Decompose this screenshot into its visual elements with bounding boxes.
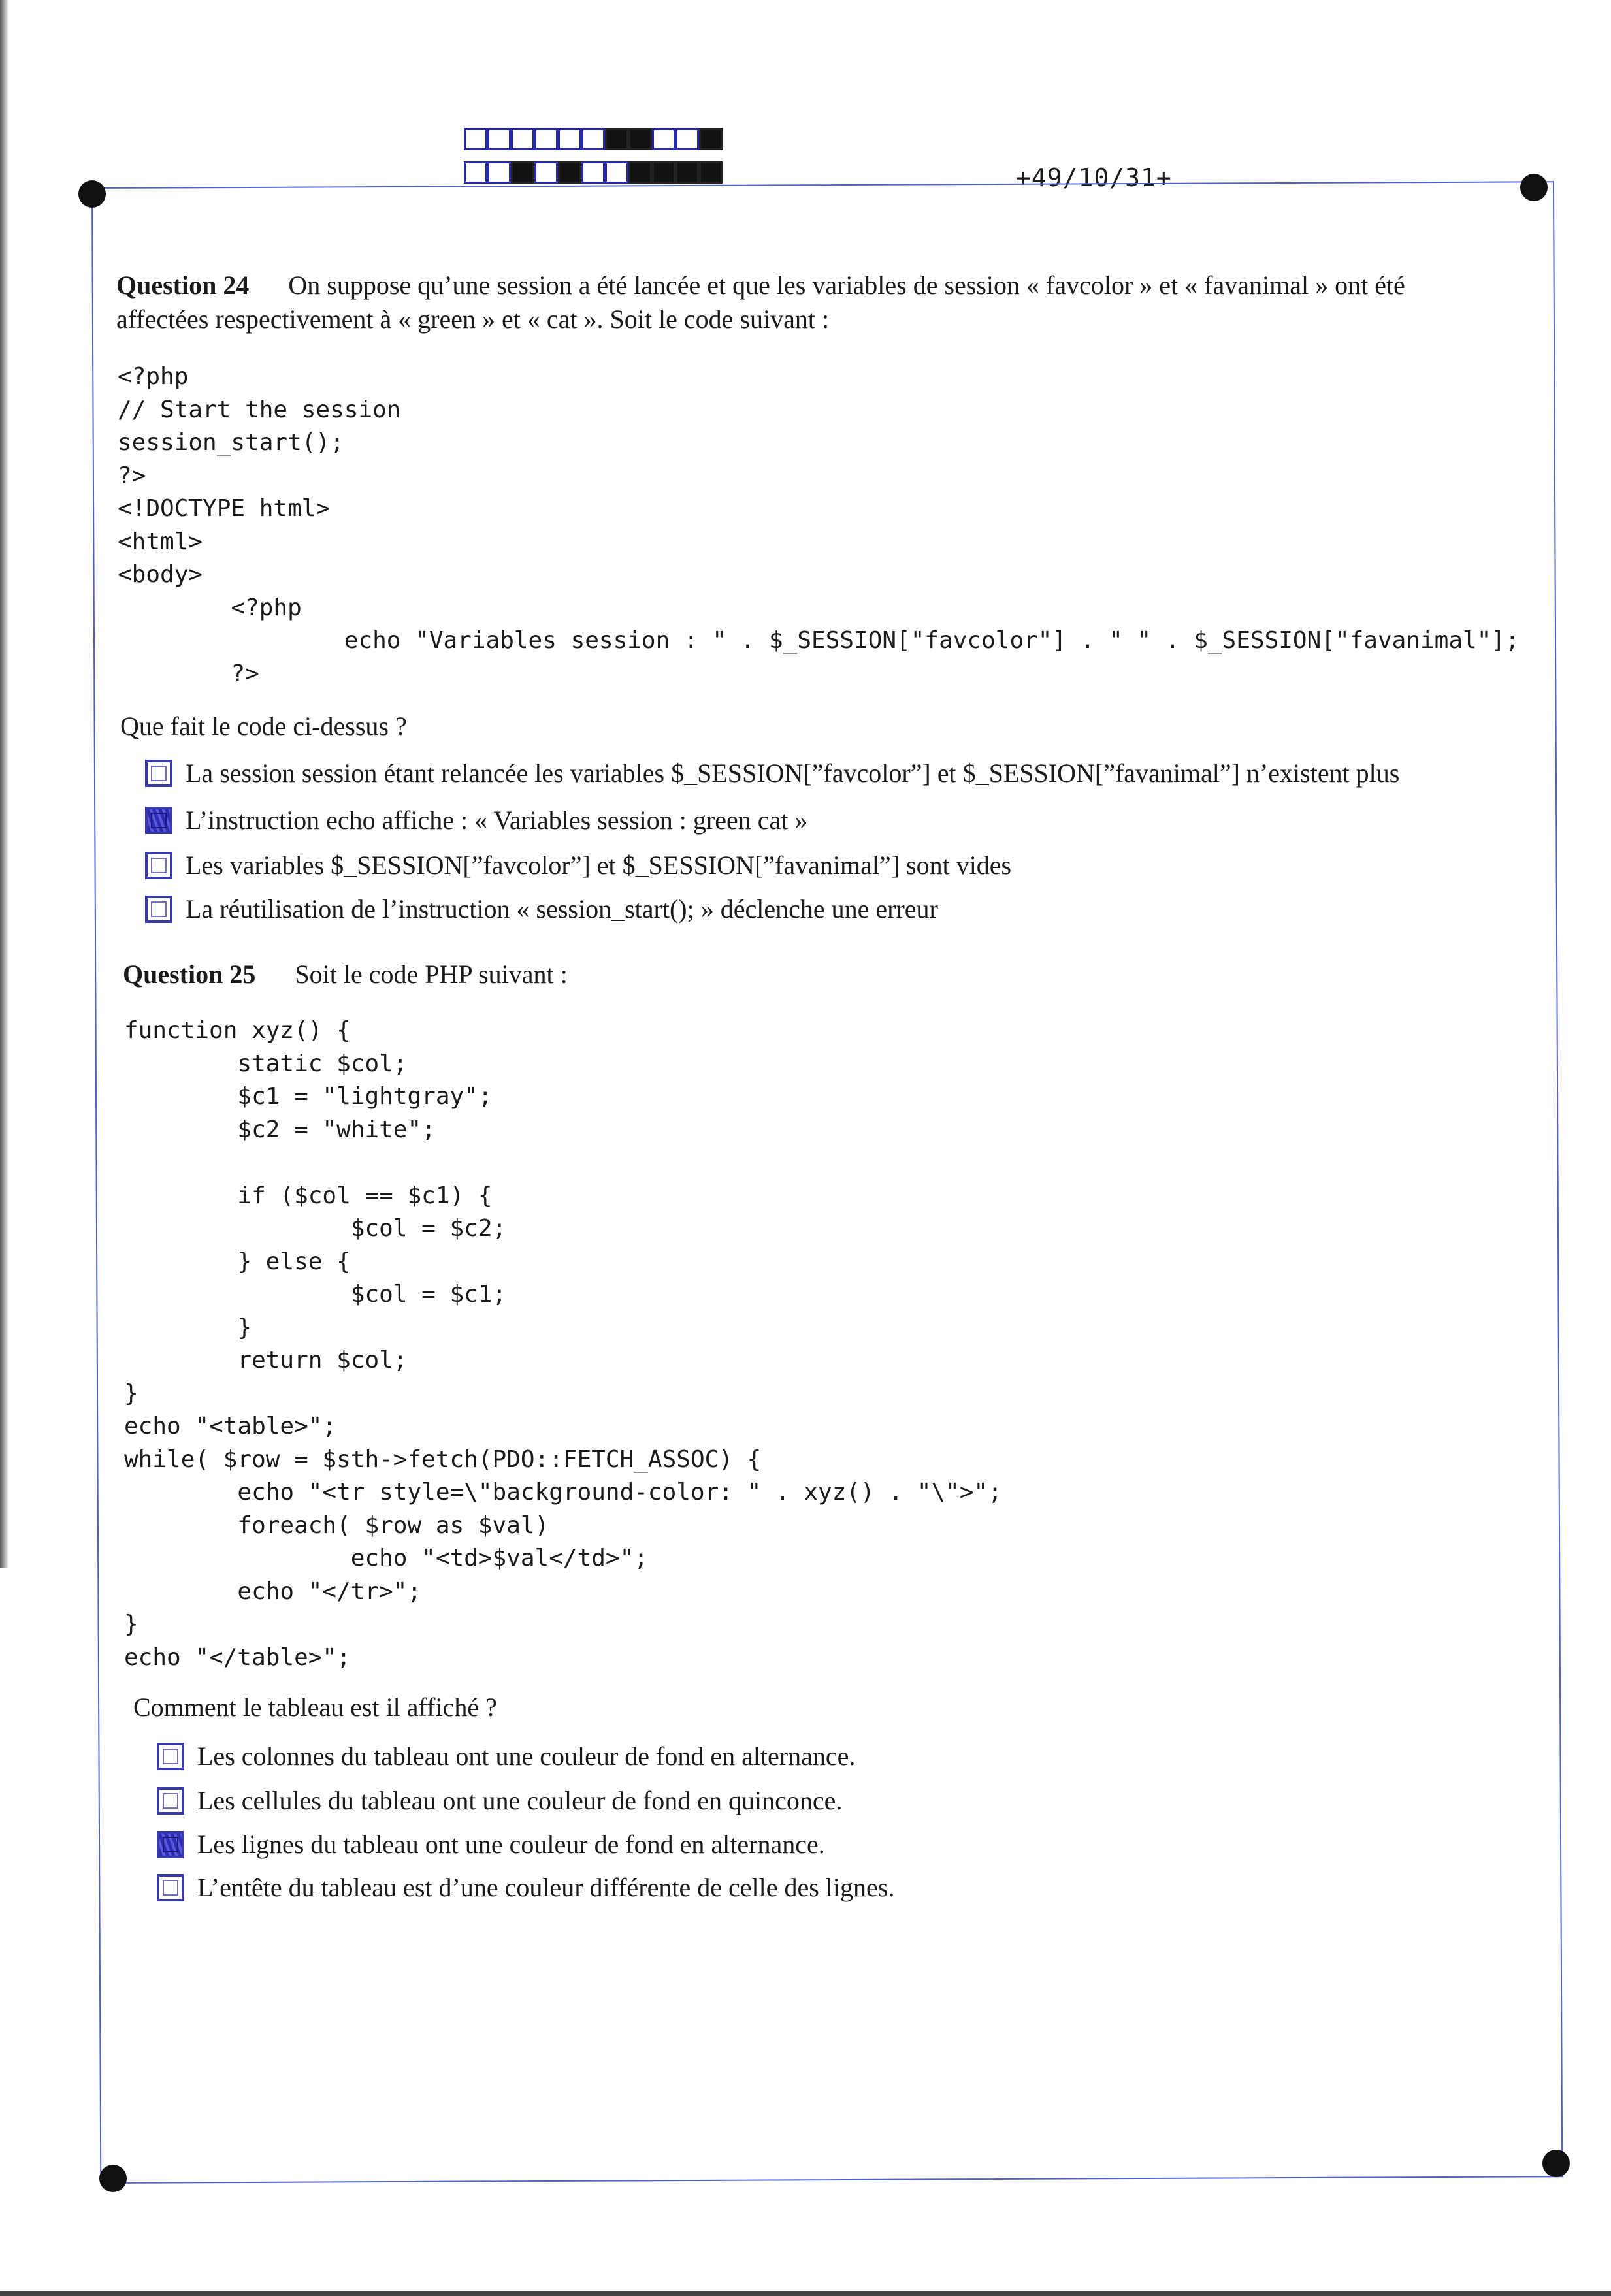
page-id: +49/10/31+	[1016, 163, 1172, 192]
checkbox[interactable]	[157, 1831, 184, 1858]
q25-choice-3[interactable]	[157, 1872, 894, 1903]
scan-shadow-bottom	[0, 2291, 1611, 2296]
choice-label: L’entête du tableau est d’une couleur différente de celle des lignes.	[197, 1873, 895, 1902]
id-grid-cell	[487, 128, 511, 150]
id-grid-cell	[628, 128, 652, 150]
id-grid-cell	[581, 161, 605, 184]
id-grid-cell	[558, 128, 581, 150]
scan-shadow-left	[0, 0, 9, 1568]
checkbox[interactable]	[145, 760, 172, 787]
q24-text-1: On suppose qu’une session a été lancée et que les variables de session « favcolor » et « favanimal » ont été	[288, 270, 1405, 300]
q25-prompt: Comment le tableau est il affiché ?	[133, 1692, 497, 1722]
choice-label: La session session étant relancée les variables $_SESSION[”favcolor”] et $_SESSION[”favanimal”] n’existent plus	[186, 758, 1400, 788]
q24-label: Question 24	[116, 270, 250, 300]
choice-label: Les cellules du tableau ont une couleur de fond en quinconce.	[197, 1786, 843, 1815]
id-grid-cell	[699, 161, 723, 184]
id-grid-cell	[699, 128, 723, 150]
id-grid-cell	[652, 128, 675, 150]
id-grid-cell	[558, 161, 581, 184]
choice-label: Les lignes du tableau ont une couleur de fond en alternance.	[197, 1830, 825, 1859]
id-grid-cell	[605, 128, 628, 150]
q24-choice-1[interactable]	[145, 805, 807, 835]
checkbox[interactable]	[145, 807, 172, 834]
q25-label: Question 25	[123, 960, 256, 989]
checkbox[interactable]	[157, 1874, 184, 1901]
checkbox[interactable]	[157, 1743, 184, 1770]
q24-choice-2[interactable]	[145, 850, 1011, 881]
id-grid-cell	[487, 161, 511, 184]
q25-text: Soit le code PHP suivant :	[295, 960, 568, 989]
id-grid-cell	[464, 128, 487, 150]
checkbox[interactable]	[145, 852, 172, 879]
q24-code-block: <?php // Start the session session_start(); ?> <!DOCTYPE html> <html> <body> <?php echo "Variables session : " . $_SESSION["favcolor"] . " " . $_SESSION["favanimal"]; ?>	[118, 363, 1520, 687]
choice-label: Les variables $_SESSION[”favcolor”] et $_SESSION[”favanimal”] sont vides	[186, 850, 1012, 880]
q25-choice-2[interactable]	[157, 1829, 825, 1860]
q25-statement	[123, 957, 568, 992]
choice-label: Les colonnes du tableau ont une couleur de fond en alternance.	[197, 1741, 856, 1771]
id-grid-row-2	[464, 161, 723, 184]
id-grid-cell	[534, 161, 558, 184]
id-grid-cell	[581, 128, 605, 150]
q24-choice-0[interactable]	[145, 758, 1399, 788]
q24-choice-3[interactable]	[145, 894, 938, 924]
corner-mark-bottom-left	[99, 2165, 127, 2192]
id-grid-cell	[675, 161, 699, 184]
id-grid-cell	[652, 161, 675, 184]
q24-statement-line-2: affectées respectivement à « green » et « cat ». Soit le code suivant :	[116, 304, 830, 334]
id-grid-cell	[464, 161, 487, 184]
q25-code-block: function xyz() { static $col; $c1 = "lightgray"; $c2 = "white"; if ($col == $c1) { $col = $c2; } else { $col = $c1; } return $col; } echo "<table>"; while( $row = $sth->fetch(PDO::FETCH_ASSOC) { echo "<tr style=\"background-color: " . xyz() . "\">"; foreach( $row as $val) echo "<td>$val</td>"; echo "</tr>"; } echo "</table>";	[124, 1017, 1002, 1671]
id-grid-cell	[534, 128, 558, 150]
choice-label: L’instruction echo affiche : « Variables session : green cat »	[186, 805, 808, 835]
corner-mark-top-left	[78, 180, 106, 208]
checkbox[interactable]	[145, 896, 172, 923]
q25-choice-1[interactable]	[157, 1785, 842, 1816]
corner-mark-top-right	[1520, 174, 1548, 201]
choice-label: La réutilisation de l’instruction « session_start(); » déclenche une erreur	[186, 894, 938, 924]
id-grid-cell	[511, 128, 534, 150]
id-grid-cell	[675, 128, 699, 150]
id-grid-row-1	[464, 128, 723, 150]
checkbox[interactable]	[157, 1787, 184, 1815]
id-grid-cell	[605, 161, 628, 184]
q25-choice-0[interactable]	[157, 1741, 855, 1771]
id-grid-cell	[628, 161, 652, 184]
q24-statement-line-1	[116, 268, 1405, 303]
id-grid-cell	[511, 161, 534, 184]
corner-mark-bottom-right	[1542, 2150, 1570, 2177]
q24-prompt: Que fait le code ci-dessus ?	[120, 711, 407, 741]
